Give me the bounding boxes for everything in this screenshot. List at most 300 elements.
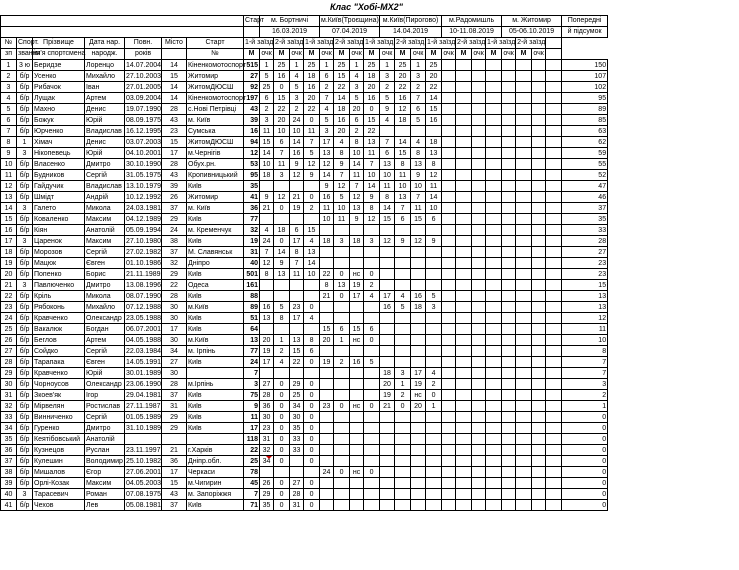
- table-cell: 10: [562, 335, 608, 346]
- table-cell: 34: [290, 401, 304, 412]
- table-row: [1, 225, 608, 236]
- race-header: 2-й заїзд: [274, 38, 304, 49]
- table-cell: 21: [162, 445, 187, 456]
- table-cell: Євген: [85, 357, 125, 368]
- table-cell: Єгор: [85, 467, 125, 478]
- table-cell: [486, 258, 502, 269]
- table-cell: 7: [364, 159, 380, 170]
- table-cell: [516, 368, 532, 379]
- table-cell: [364, 456, 380, 467]
- table-row: [1, 192, 608, 203]
- table-cell: 15: [162, 137, 187, 148]
- table-cell: [320, 456, 334, 467]
- table-cell: [274, 467, 290, 478]
- table-cell: 0: [274, 236, 290, 247]
- table-cell: [516, 148, 532, 159]
- table-cell: [502, 126, 516, 137]
- table-cell: [426, 346, 442, 357]
- table-cell: [304, 214, 320, 225]
- header-cell: [1, 16, 244, 27]
- table-cell: Максим: [85, 214, 125, 225]
- table-cell: 4: [290, 71, 304, 82]
- table-cell: 3: [17, 236, 33, 247]
- table-cell: [456, 368, 472, 379]
- table-cell: [442, 324, 456, 335]
- table-cell: 43: [244, 104, 260, 115]
- place-header: М: [456, 49, 472, 60]
- table-cell: 31: [162, 401, 187, 412]
- table-cell: б/р: [17, 500, 33, 511]
- table-cell: [411, 456, 426, 467]
- table-cell: [472, 60, 486, 71]
- table-cell: 18: [320, 236, 334, 247]
- table-cell: 5: [304, 148, 320, 159]
- header-cell: Попередні: [562, 16, 608, 27]
- table-cell: [516, 269, 532, 280]
- table-cell: 85: [562, 115, 608, 126]
- table-cell: [532, 335, 546, 346]
- table-cell: ЖитомДЮСШ: [187, 82, 244, 93]
- table-cell: [532, 126, 546, 137]
- table-cell: 20: [395, 71, 411, 82]
- table-cell: 0: [274, 82, 290, 93]
- table-cell: [320, 368, 334, 379]
- table-cell: Михайло: [85, 71, 125, 82]
- table-cell: [380, 335, 395, 346]
- table-cell: Сергій: [85, 412, 125, 423]
- table-cell: [320, 390, 334, 401]
- table-cell: [426, 324, 442, 335]
- table-cell: 10: [411, 181, 426, 192]
- points-header: очк: [380, 49, 395, 60]
- table-cell: [442, 313, 456, 324]
- table-cell: [532, 60, 546, 71]
- table-cell: 11: [320, 203, 334, 214]
- table-cell: б/р: [17, 412, 33, 423]
- table-cell: 0: [274, 412, 290, 423]
- table-cell: 9: [411, 170, 426, 181]
- table-cell: [364, 500, 380, 511]
- table-cell: б/р: [17, 214, 33, 225]
- table-cell: 12: [1, 181, 17, 192]
- table-cell: 18: [260, 170, 274, 181]
- table-cell: [472, 456, 486, 467]
- table-cell: [442, 93, 456, 104]
- table-cell: [334, 390, 350, 401]
- table-cell: Одеса: [187, 280, 244, 291]
- table-cell: 15: [395, 148, 411, 159]
- table-cell: 197: [244, 93, 260, 104]
- table-cell: 32: [244, 225, 260, 236]
- table-cell: [426, 225, 442, 236]
- table-cell: 27: [290, 478, 304, 489]
- table-cell: 8: [304, 335, 320, 346]
- table-cell: [456, 302, 472, 313]
- table-cell: [350, 412, 364, 423]
- table-cell: 23: [320, 401, 334, 412]
- table-cell: 17: [162, 324, 187, 335]
- table-cell: 0: [274, 489, 290, 500]
- table-cell: б/р: [17, 104, 33, 115]
- table-cell: [516, 302, 532, 313]
- table-cell: 1: [290, 60, 304, 71]
- table-cell: 31: [260, 434, 274, 445]
- table-row: [1, 357, 608, 368]
- table-cell: 8: [411, 148, 426, 159]
- table-cell: [546, 434, 562, 445]
- table-cell: 94: [244, 137, 260, 148]
- table-cell: [546, 324, 562, 335]
- table-cell: 03.07.2003: [126, 138, 162, 146]
- table-cell: 0: [304, 500, 320, 511]
- table-cell: 11: [426, 181, 442, 192]
- table-cell: [516, 115, 532, 126]
- table-cell: Сергій: [85, 247, 125, 258]
- table-cell: 11: [304, 126, 320, 137]
- table-cell: [502, 379, 516, 390]
- table-cell: [532, 104, 546, 115]
- table-cell: 5: [395, 302, 411, 313]
- table-cell: [334, 478, 350, 489]
- table-cell: [472, 346, 486, 357]
- table-cell: [334, 247, 350, 258]
- event-name: м. Житомир: [502, 16, 562, 27]
- table-cell: Дніпро: [187, 258, 244, 269]
- table-cell: [442, 126, 456, 137]
- table-cell: Київ: [187, 412, 244, 423]
- table-cell: 13: [380, 159, 395, 170]
- table-cell: [411, 225, 426, 236]
- table-cell: Київ: [187, 390, 244, 401]
- table-cell: [502, 335, 516, 346]
- table-cell: 37: [1, 456, 17, 467]
- table-cell: 29: [290, 379, 304, 390]
- table-cell: [532, 357, 546, 368]
- table-cell: 7: [411, 93, 426, 104]
- table-cell: 19: [260, 346, 274, 357]
- table-cell: [502, 192, 516, 203]
- table-cell: 7: [562, 357, 608, 368]
- table-cell: 17: [290, 236, 304, 247]
- table-cell: б/р: [17, 346, 33, 357]
- table-cell: [395, 434, 411, 445]
- table-cell: 64: [244, 324, 260, 335]
- table-cell: [274, 291, 290, 302]
- table-cell: 4: [1, 93, 17, 104]
- table-cell: 7: [244, 489, 260, 500]
- table-cell: 22: [320, 269, 334, 280]
- table-cell: б/р: [17, 313, 33, 324]
- column-subheader: №: [187, 49, 244, 60]
- table-cell: [364, 346, 380, 357]
- table-cell: [456, 412, 472, 423]
- table-cell: 13.10.1979: [126, 182, 162, 190]
- table-cell: [320, 489, 334, 500]
- table-cell: [516, 324, 532, 335]
- table-cell: б/р: [17, 467, 33, 478]
- table-cell: [320, 412, 334, 423]
- table-cell: 1: [380, 60, 395, 71]
- table-cell: 28: [162, 104, 187, 115]
- table-cell: [442, 423, 456, 434]
- table-cell: Київ: [187, 269, 244, 280]
- table-cell: [546, 170, 562, 181]
- table-cell: [546, 137, 562, 148]
- table-cell: 0: [304, 489, 320, 500]
- table-cell: 12: [562, 313, 608, 324]
- table-cell: 515: [244, 60, 260, 71]
- table-cell: 9: [364, 192, 380, 203]
- table-cell: 8: [260, 269, 274, 280]
- table-cell: 89: [244, 302, 260, 313]
- table-cell: 08.09.1975: [126, 116, 162, 124]
- table-cell: [472, 71, 486, 82]
- table-cell: [442, 478, 456, 489]
- header-row: [1, 27, 608, 38]
- table-cell: [320, 346, 334, 357]
- table-cell: 27: [162, 357, 187, 368]
- race-header: 1-й заїзд: [486, 38, 516, 49]
- table-cell: [502, 170, 516, 181]
- table-row: [1, 412, 608, 423]
- table-cell: 150: [562, 60, 608, 71]
- table-cell: [502, 104, 516, 115]
- table-cell: 35: [260, 500, 274, 511]
- table-cell: [486, 181, 502, 192]
- table-cell: [546, 478, 562, 489]
- table-cell: [486, 170, 502, 181]
- table-cell: [380, 467, 395, 478]
- table-cell: [472, 401, 486, 412]
- table-cell: [546, 148, 562, 159]
- table-cell: [502, 71, 516, 82]
- table-cell: [486, 390, 502, 401]
- table-cell: [532, 401, 546, 412]
- table-cell: [516, 478, 532, 489]
- table-cell: [395, 335, 411, 346]
- table-cell: [532, 379, 546, 390]
- table-cell: б/р: [17, 445, 33, 456]
- table-cell: 9: [260, 192, 274, 203]
- table-cell: 10: [334, 203, 350, 214]
- table-cell: 0: [274, 423, 290, 434]
- table-cell: 08.07.1990: [126, 292, 162, 300]
- table-cell: [320, 434, 334, 445]
- table-cell: 20: [334, 126, 350, 137]
- table-cell: 4: [411, 137, 426, 148]
- table-cell: 12: [350, 192, 364, 203]
- table-row: [1, 60, 608, 71]
- table-cell: 0: [274, 203, 290, 214]
- table-cell: [364, 302, 380, 313]
- table-cell: 11: [411, 203, 426, 214]
- table-cell: 11: [562, 324, 608, 335]
- table-cell: [456, 489, 472, 500]
- table-row: [1, 346, 608, 357]
- table-cell: 10: [380, 170, 395, 181]
- table-cell: [380, 434, 395, 445]
- table-cell: [320, 258, 334, 269]
- table-cell: 33: [1, 412, 17, 423]
- table-cell: 7: [260, 247, 274, 258]
- table-cell: [334, 225, 350, 236]
- table-cell: 0: [274, 401, 290, 412]
- table-cell: 21: [320, 291, 334, 302]
- table-cell: 1: [411, 60, 426, 71]
- table-cell: 6: [290, 225, 304, 236]
- table-cell: [546, 126, 562, 137]
- table-cell: 17: [350, 291, 364, 302]
- table-cell: Київ: [187, 357, 244, 368]
- table-cell: 0: [562, 412, 608, 423]
- table-cell: 78: [244, 467, 260, 478]
- table-cell: [502, 93, 516, 104]
- table-cell: 1: [1, 60, 17, 71]
- table-cell: [350, 489, 364, 500]
- table-cell: 27.06.2001: [126, 468, 162, 476]
- table-cell: [472, 82, 486, 93]
- table-row: [1, 379, 608, 390]
- table-cell: [411, 357, 426, 368]
- table-cell: Ігор: [85, 390, 125, 401]
- table-cell: 05.09.1994: [126, 226, 162, 234]
- table-cell: 13: [364, 137, 380, 148]
- table-cell: [546, 159, 562, 170]
- column-header: Повн.: [125, 38, 162, 49]
- table-cell: 13: [562, 291, 608, 302]
- table-cell: [486, 302, 502, 313]
- table-cell: 43: [162, 170, 187, 181]
- table-cell: [546, 379, 562, 390]
- results-table: [0, 15, 608, 511]
- table-cell: 5: [274, 302, 290, 313]
- table-cell: [472, 159, 486, 170]
- table-cell: 9: [426, 236, 442, 247]
- table-cell: 15: [274, 93, 290, 104]
- table-cell: [472, 412, 486, 423]
- table-cell: Владислав: [85, 126, 125, 137]
- table-cell: [546, 456, 562, 467]
- table-row: [1, 236, 608, 247]
- table-cell: 161: [244, 280, 260, 291]
- table-cell: [502, 258, 516, 269]
- table-cell: [411, 346, 426, 357]
- table-cell: 19.07.1990: [126, 105, 162, 113]
- table-cell: 43: [162, 489, 187, 500]
- table-cell: 24: [244, 357, 260, 368]
- table-cell: [546, 203, 562, 214]
- table-cell: 37: [162, 390, 187, 401]
- table-cell: 18: [304, 71, 320, 82]
- table-cell: Шмідт: [33, 192, 85, 203]
- table-cell: 22: [1, 291, 17, 302]
- table-cell: 6: [364, 324, 380, 335]
- column-subheader: років: [125, 49, 162, 60]
- column-header: Місто: [162, 38, 187, 49]
- table-cell: Кріль: [33, 291, 85, 302]
- table-cell: [456, 390, 472, 401]
- table-cell: [274, 368, 290, 379]
- table-cell: 3: [562, 379, 608, 390]
- table-cell: Дніпр.обл.: [187, 456, 244, 467]
- table-cell: 14: [274, 247, 290, 258]
- points-header: очк: [442, 49, 456, 60]
- table-cell: 0: [304, 401, 320, 412]
- table-cell: 25: [244, 456, 260, 467]
- table-cell: 18: [334, 104, 350, 115]
- table-cell: 14.07.2004: [126, 61, 162, 69]
- table-cell: Олександр: [85, 313, 125, 324]
- table-cell: [380, 489, 395, 500]
- table-cell: [411, 467, 426, 478]
- table-cell: Обух.рн.: [187, 159, 244, 170]
- table-cell: 12: [260, 258, 274, 269]
- table-cell: [546, 93, 562, 104]
- table-cell: [334, 434, 350, 445]
- table-cell: 20: [380, 379, 395, 390]
- table-cell: [546, 225, 562, 236]
- table-cell: м. Кременчук: [187, 225, 244, 236]
- table-row: [1, 456, 608, 467]
- table-cell: б/р: [17, 368, 33, 379]
- table-cell: [411, 445, 426, 456]
- table-cell: [320, 247, 334, 258]
- table-cell: [364, 258, 380, 269]
- table-cell: [364, 313, 380, 324]
- table-cell: [546, 346, 562, 357]
- table-cell: [442, 500, 456, 511]
- table-cell: [260, 324, 274, 335]
- table-cell: [456, 60, 472, 71]
- table-cell: 15: [1, 214, 17, 225]
- table-cell: [426, 467, 442, 478]
- table-cell: 1: [562, 401, 608, 412]
- table-cell: 0: [562, 445, 608, 456]
- table-cell: 7: [411, 192, 426, 203]
- table-cell: [502, 313, 516, 324]
- table-cell: 0: [562, 456, 608, 467]
- column-subheader: [162, 49, 187, 60]
- table-cell: [472, 148, 486, 159]
- table-cell: 20: [411, 401, 426, 412]
- place-header: М: [486, 49, 502, 60]
- table-cell: [516, 445, 532, 456]
- table-cell: [364, 379, 380, 390]
- table-cell: Коваленко: [33, 214, 85, 225]
- table-cell: [486, 379, 502, 390]
- event-date: 05-06.10.2019: [502, 27, 562, 38]
- table-row: [1, 478, 608, 489]
- table-cell: 14: [320, 170, 334, 181]
- table-cell: 17: [162, 148, 187, 159]
- table-cell: [502, 115, 516, 126]
- table-cell: 18: [411, 302, 426, 313]
- table-cell: 21: [1, 280, 17, 291]
- table-cell: [442, 357, 456, 368]
- table-cell: 75: [244, 390, 260, 401]
- table-cell: 13: [304, 247, 320, 258]
- table-cell: [516, 60, 532, 71]
- table-cell: 3: [350, 82, 364, 93]
- table-cell: [304, 181, 320, 192]
- table-cell: 3: [17, 489, 33, 500]
- table-cell: [532, 302, 546, 313]
- table-cell: 12: [395, 104, 411, 115]
- table-cell: [532, 170, 546, 181]
- table-cell: Київ: [187, 291, 244, 302]
- table-cell: [411, 412, 426, 423]
- table-cell: [486, 236, 502, 247]
